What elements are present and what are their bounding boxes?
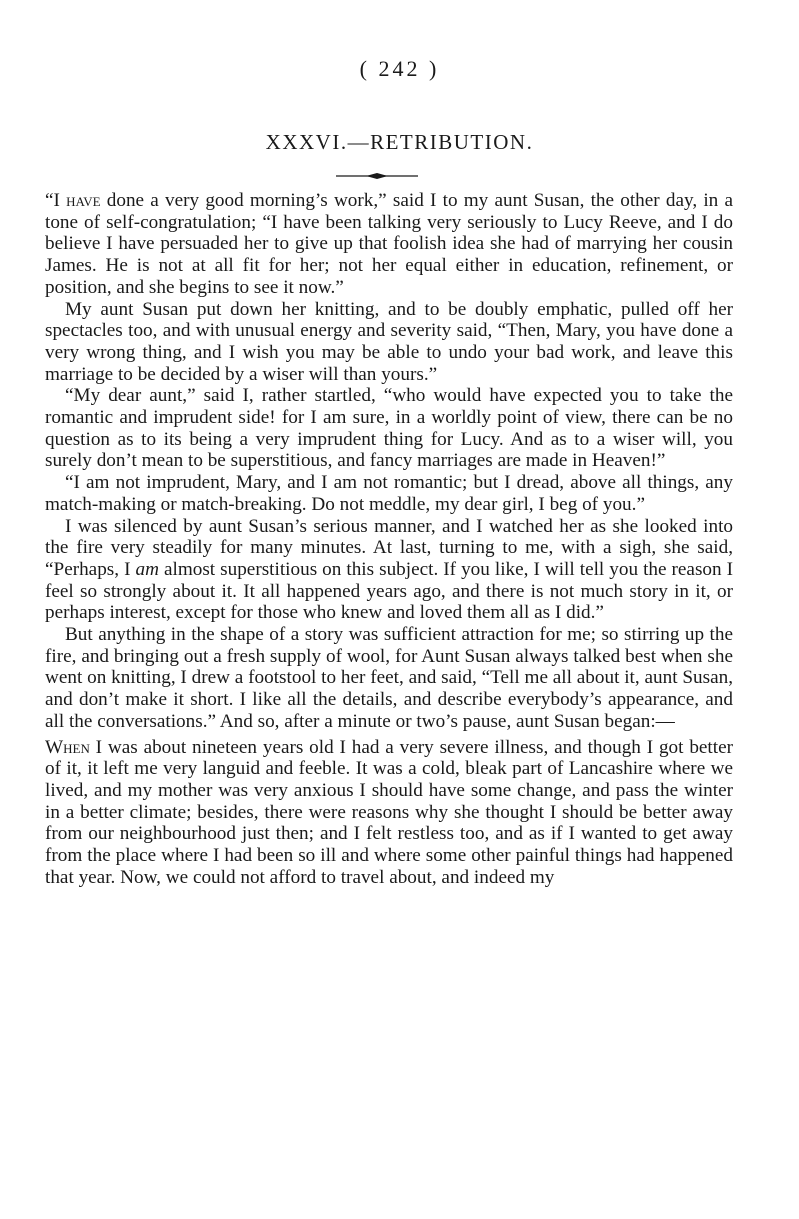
page-number: ( 242 ): [359, 56, 440, 81]
paragraph-2: My aunt Susan put down her knitting, and to be doubly emphatic, pulled off her spectacles too, and with unusual energy and severity said, “Then, Mary, you have done a very wrong thing, and I wish you may be able to undo your bad work, and leave this marriage to be decided by a wiser will than yours.”: [45, 298, 733, 385]
paragraph-5: I was silenced by aunt Susan’s serious manner, and I watched her as she looked into the fire very steadily for many minutes. At last, turning to me, with a sigh, she said, “Perhaps, I am almost superstitious on this subject. If you like, I will tell you the reason I feel so strongly about it. It all happened years ago, and there is not much story in it, or perhaps interest, except for those who knew and loved them all as I did.”: [45, 515, 734, 624]
paragraph-3: “My dear aunt,” said I, rather startled, “who would have expected you to take the romantic and imprudent side! for I am sure, in a worldly point of view, there can be no question as to its being a very imprudent thing for Lucy. And as to a wiser will, you surely don’t mean to be superstitious, and fancy marriages are made in Heaven!”: [45, 385, 733, 472]
paragraph-6: But anything in the shape of a story was sufficient attraction for me; so stirring up the fire, and bringing out a fresh supply of wool, for Aunt Susan always talked best when she went on knitting, I drew a footstool to her feet, and said, “Tell me all about it, aunt Susan, and don’t make it short. I like all the details, and describe everybody’s appearance, and all the conversations.” And so, after a minute or two’s pause, aunt Susan began:—: [45, 624, 733, 732]
paragraph-4: “I am not imprudent, Mary, and I am not romantic; but I dread, above all things, any match-making or match-breaking. Do not meddle, my dear girl, I beg of you.”: [45, 472, 733, 515]
ornament-divider-icon: [336, 170, 418, 182]
body-text: [45, 190, 733, 889]
paragraph-7: When I was about nineteen years old I had a very severe illness, and though I got better of it, it left me very languid and feeble. It was a cold, bleak part of Lancashire where we lived, and my mother was very anxious I should have some change, and pass the winter in a better climate; besides, there were reasons why she thought I should be better away from our neighbourhood just then; and I felt restless too, and as if I wanted to get away from the place where I had been so ill and where some other painful things had happened that year. Now, we could not afford to travel about, and indeed my: [45, 736, 733, 888]
paragraph-1: “I have done a very good morning’s work,” said I to my aunt Susan, the other day, in a tone of self-congratulation; “I have been talking very seriously to Lucy Reeve, and I do believe I have persuaded her to give up that foolish idea she had of marrying her cousin James. He is not at all fit for her; not her equal either in education, refinement, or position, and she begins to see it now.”: [45, 190, 733, 298]
chapter-title: XXXVI.—RETRIBUTION.: [265, 130, 534, 154]
